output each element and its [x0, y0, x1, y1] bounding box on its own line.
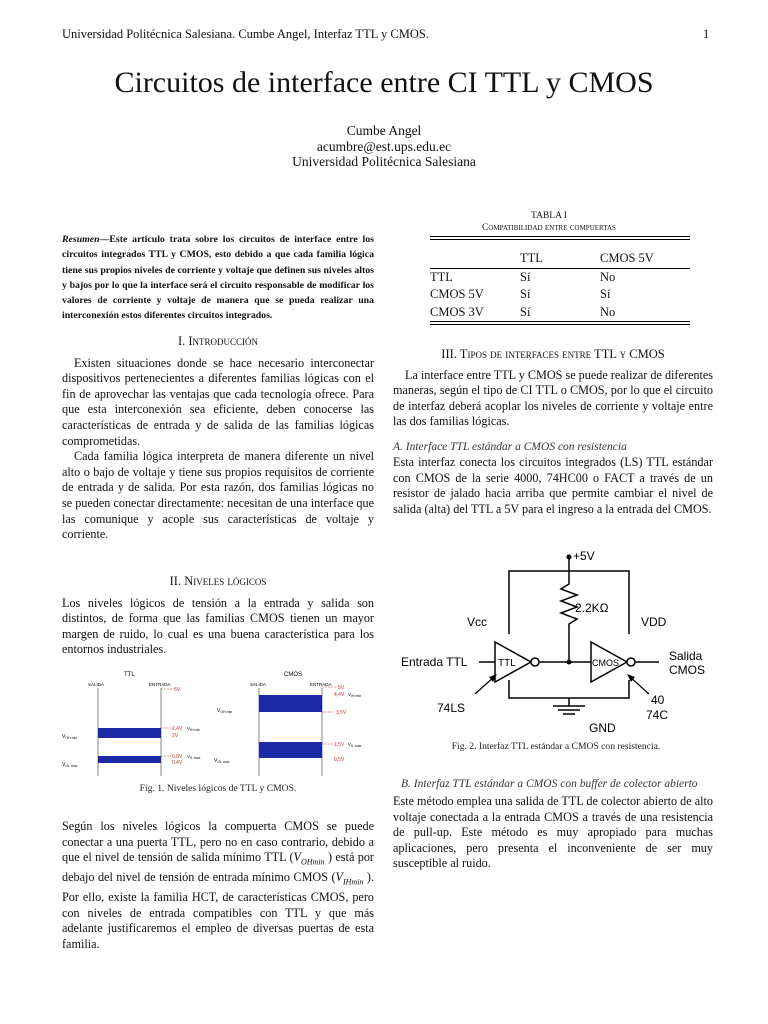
ttl-vil-label: $V_{IL max}$ — [187, 754, 201, 760]
paragraph: Este método emplea una salida de TTL de colector abierto de alto voltaje conectada a la entrada CMOS a través de una resistencia de pull-up. Este método es muy apropiado para muchas aplicaciones, pero presenta el inconveniente de ser muy susceptible al ruido. — [393, 794, 713, 871]
cmos-5v-label: 5V — [338, 685, 345, 691]
section-heading: II. Niveles lógicos — [169, 574, 267, 588]
compat-table-wrap — [430, 236, 690, 325]
cmos-44-label: 4,4V — [334, 692, 345, 698]
abstract-text: —Este articulo trata sobre los circuitos de interface entre los circuitos integrados TTL y CMOS, esto debido a que cada familia lógica tiene sus propios niveles de corriente y voltaje que definen sus niveles altos y bajos por lo que la interface será el circuito responsable de modificar los valores de corriente y voltaje de manera que se pueda realizar una interconexión estos diferentes circuitos integrados. — [62, 234, 374, 322]
vcc-label: Vcc — [467, 615, 488, 629]
table-bottom-rule — [430, 321, 690, 325]
cmos-salida-label: SALIDA — [250, 682, 267, 687]
section-heading: III. Tipos de interfaces entre TTL y CMOS — [441, 347, 665, 361]
supply-label: +5V — [573, 549, 595, 563]
ttl-salida-label: SALIDA — [88, 682, 105, 687]
ttl-forbidden-band-high — [98, 728, 161, 738]
section-heading: I. Introducción — [177, 334, 259, 348]
abstract — [62, 232, 374, 324]
cmos-vih-label: $V_{IH min}$ — [348, 692, 362, 698]
running-head: Universidad Politécnica Salesiana. Cumbe Angel, Interfaz TTL y CMOS. — [62, 27, 429, 41]
author-name: Cumbe Angel — [346, 123, 422, 138]
cmos-vol-label: $V_{OL max}$ — [214, 758, 230, 764]
ttl-24-label: 2,4V — [172, 726, 183, 732]
subsection-heading-a: A. Interface TTL estándar a CMOS con resistencia — [393, 440, 627, 453]
math-voh: $V_{OHmin}$ — [293, 850, 325, 867]
ttl-vihmin-label: $V_{IH min}$ — [187, 726, 201, 732]
paragraph: Esta interfaz conecta los circuitos integrados (LS) TTL estándar con CMOS de la serie 4000, 74HC00 o FACT a través de un resistor de jalado hacia arriba que permite cambiar el nivel de salida (alta) del TTL a 5V para el ingreso a la entrada del CMOS. — [393, 454, 713, 516]
ttl-forbidden-band-low — [98, 756, 161, 763]
table-label: TABLA I — [531, 211, 567, 221]
table-top-rule — [430, 236, 690, 240]
output-label-1: Salida — [669, 649, 703, 663]
cmos-gate-label: CMOS — [592, 658, 619, 668]
paragraph: Los niveles lógicos de tensión a la entrada y salida son distintos, de forma que las familias CMOS tienen un mayor margen de ruido, lo cual es una buena característica para los entornos industriales. — [62, 595, 374, 657]
section-niveles-cont — [62, 819, 374, 953]
section-niveles — [62, 574, 374, 658]
ttl-part-label: 74LS — [437, 701, 466, 715]
paper-title: Circuitos de interface entre CI TTL y CMOS — [114, 66, 654, 99]
cmos-inverter-bubble — [627, 658, 635, 666]
page-number: 1 — [703, 27, 710, 41]
cmos-band-high — [259, 695, 322, 712]
cmos-voh-label: $V_{OH min}$ — [217, 708, 233, 714]
paragraph: Cada familia lógica interpreta de manera diferente un nivel alto o bajo de voltaje y tiene sus propios requisitos de corriente de entrada y de salida. Por esta razón, dos familias lógicas no se pueden conectar directamente: necesitan de una interface que las comunique y acople sus características de voltaje y corriente. — [62, 449, 374, 542]
figure-2-caption: Fig. 2. Interfaz TTL estándar a CMOS con resistencia. — [451, 741, 661, 752]
cmos-15-label: 1,5V — [334, 742, 345, 748]
figure-1-caption: Fig. 1. Niveles lógicos de TTL y CMOS. — [139, 783, 297, 794]
subsection-heading-b: B. Interfaz TTL estándar a CMOS con buffer de colector abierto — [401, 778, 698, 790]
gnd-label: GND — [589, 721, 616, 735]
author-affiliation: Universidad Politécnica Salesiana — [292, 154, 476, 169]
compat-table-body — [430, 269, 690, 322]
cmos-part-label-1: 40 — [651, 693, 665, 707]
ttl-cmos-resistor-schematic — [393, 546, 719, 738]
math-vih: $V_{IHmin}$ — [335, 870, 364, 887]
cmos-part-label-2: 74C — [646, 708, 669, 722]
table-header-row: TTL CMOS 5V — [520, 251, 654, 266]
ttl-gate-label: TTL — [498, 658, 516, 669]
ttl-vol-label: $V_{OL max}$ — [62, 762, 78, 768]
cmos-vil-label: $V_{IL max}$ — [348, 742, 362, 748]
resistor-label: 2.2KΩ — [575, 601, 609, 615]
cmos-band-low — [259, 742, 322, 758]
ttl-entrada-label: ENTRADA — [149, 682, 171, 687]
output-label-2: CMOS — [669, 663, 705, 677]
junction-dot — [567, 660, 572, 665]
ttl-04-label: 0,4V — [172, 760, 183, 766]
section-tipos — [393, 347, 713, 517]
table-caption: Compatibilidad entre compuertas — [482, 223, 616, 233]
cmos-35-label: 3,5V — [336, 710, 347, 716]
table-row: CMOS 5V Sí Sí — [430, 287, 611, 302]
table-row: CMOS 3V Sí No — [430, 304, 616, 319]
cmos-entrada-label: ENTRADA — [310, 682, 332, 687]
ttl-2v-label: 2V — [172, 733, 179, 739]
vdd-label: VDD — [641, 615, 667, 629]
author-email: acumbre@est.ups.edu.ec — [316, 138, 452, 154]
ttl-title: TTL — [124, 672, 135, 678]
cmos-title: CMOS — [284, 672, 302, 678]
subsection-b — [393, 777, 713, 872]
section-introduccion — [62, 334, 374, 543]
ttl-inverter-bubble — [531, 658, 539, 666]
paragraph: Existen situaciones donde se hace necesario interconectar dispositivos pertenecientes a diferentes familias lógicas con el fin de aprovechar las ventajas que cada tecnología ofrece. Para que esta interconexión sea eficiente, deben conocerse las características de entrada y de salida de las familias lógicas comprometidas. — [62, 355, 374, 448]
logic-levels-figure — [62, 664, 374, 779]
cmos-05-label: 0,5V — [334, 757, 345, 763]
ttl-08-label: 0,8V — [172, 754, 183, 760]
abstract-label: Resumen — [62, 234, 100, 245]
paragraph: La interface entre TTL y CMOS se puede realizar de diferentes maneras, según el tipo de CI TTL o CMOS, por lo que el circuito de interfaz deberá acoplar los niveles de corriente y voltaje entre las dos familias lógicas. — [393, 367, 713, 429]
ttl-voh-label: $V_{OH min}$ — [62, 734, 78, 740]
paragraph: Según los niveles lógicos la compuerta CMOS se puede conectar a una puerta TTL, pero no en caso contrario, debido a que el nivel de tensión de salida mínimo TTL ($V_{OHmin}$ ) está por debajo del nivel de tensión de entrada mínimo CMOS ($V_{IHmin}$ ). Por ello, existe la familia HCT, de características CMOS, pero con niveles de entrada compatibles con TTL y que más adelante justificaremos el empleo de diversas puertas de esta familia. — [62, 819, 375, 952]
ttl-5v-label: 5V — [174, 687, 181, 693]
input-label: Entrada TTL — [401, 655, 468, 669]
table-row: TTL Sí No — [430, 269, 616, 284]
compat-table — [430, 250, 690, 268]
author-block — [0, 123, 768, 170]
